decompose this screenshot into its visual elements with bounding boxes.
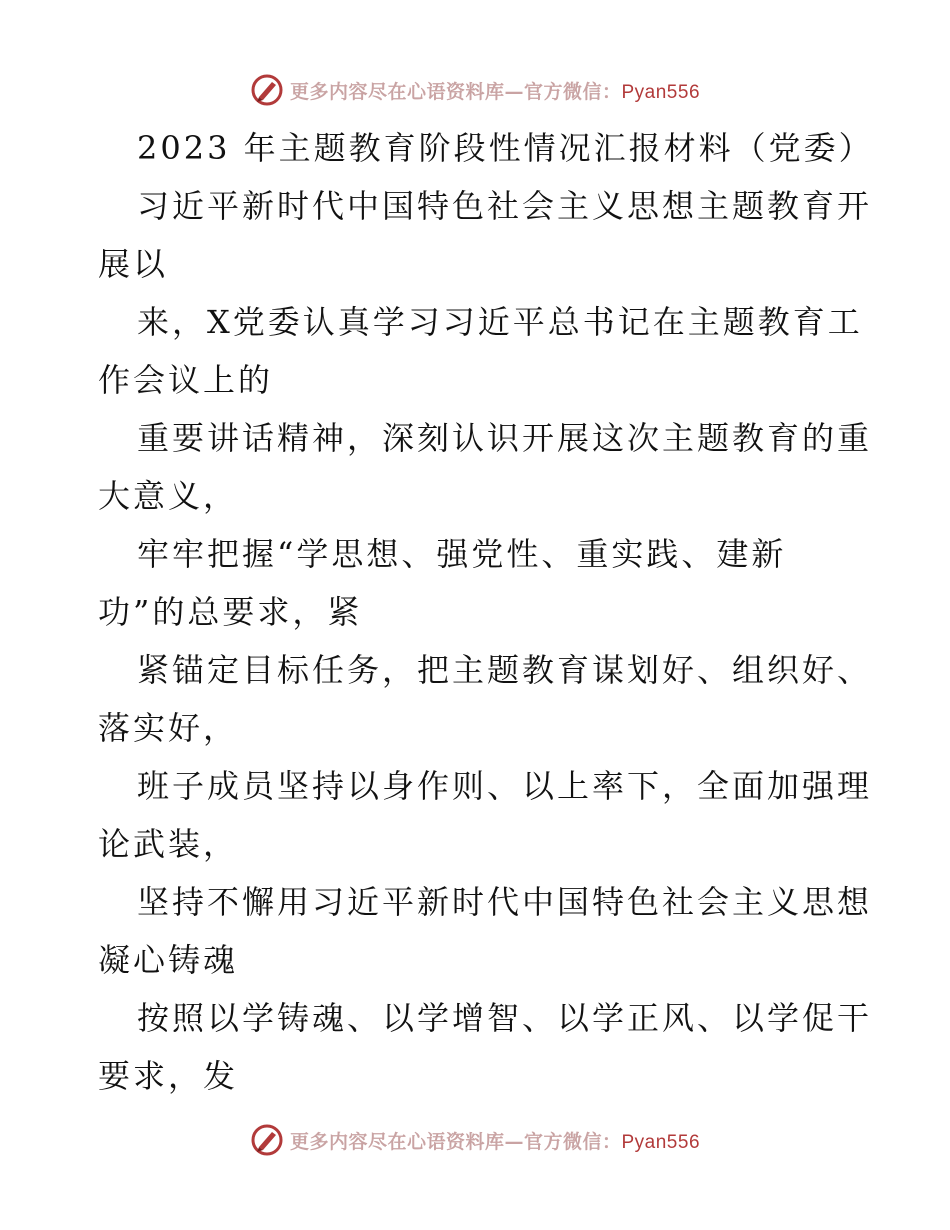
watermark-banner-bottom <box>0 1120 950 1160</box>
paragraph-line: 作会议上的 <box>98 361 274 399</box>
paragraph-line: 班子成员坚持以身作则、以上率下，全面加强理 <box>137 767 873 805</box>
watermark-banner-top <box>0 70 950 110</box>
paragraph-line: 要求，发 <box>98 1057 239 1095</box>
paragraph-line: 凝心铸魂 <box>98 941 239 979</box>
paragraph-line: 习近平新时代中国特色社会主义思想主题教育开 <box>137 187 873 225</box>
paragraph-line: 按照以学铸魂、以学增智、以学正风、以学促干 <box>137 999 873 1037</box>
watermark-text: 更多内容尽在心语资料库—官方微信：Pyan556 <box>289 80 701 103</box>
paragraph-line: 来，X党委认真学习习近平总书记在主题教育工 <box>137 303 863 341</box>
paragraph-line: 重要讲话精神，深刻认识开展这次主题教育的重 <box>137 419 873 457</box>
paragraph-line: 紧锚定目标任务，把主题教育谋划好、组织好、 <box>137 651 873 689</box>
paragraph-line: 大意义， <box>98 477 239 515</box>
watermark-text: 更多内容尽在心语资料库—官方微信：Pyan556 <box>289 1130 701 1153</box>
paragraph-line: 功”的总要求，紧 <box>98 593 363 631</box>
paragraph-line: 论武装， <box>98 825 239 863</box>
paragraph-line: 落实好， <box>98 709 239 747</box>
pen-circle-logo-icon <box>250 73 284 107</box>
paragraph-line: 展以 <box>98 245 169 283</box>
document-title: 2023 年主题教育阶段性情况汇报材料（党委） <box>137 129 874 167</box>
paragraph-line: 坚持不懈用习近平新时代中国特色社会主义思想 <box>137 883 873 921</box>
pen-circle-logo-icon <box>250 1123 284 1157</box>
paragraph-line: 牢牢把握“学思想、强党性、重实践、建新 <box>137 535 787 573</box>
